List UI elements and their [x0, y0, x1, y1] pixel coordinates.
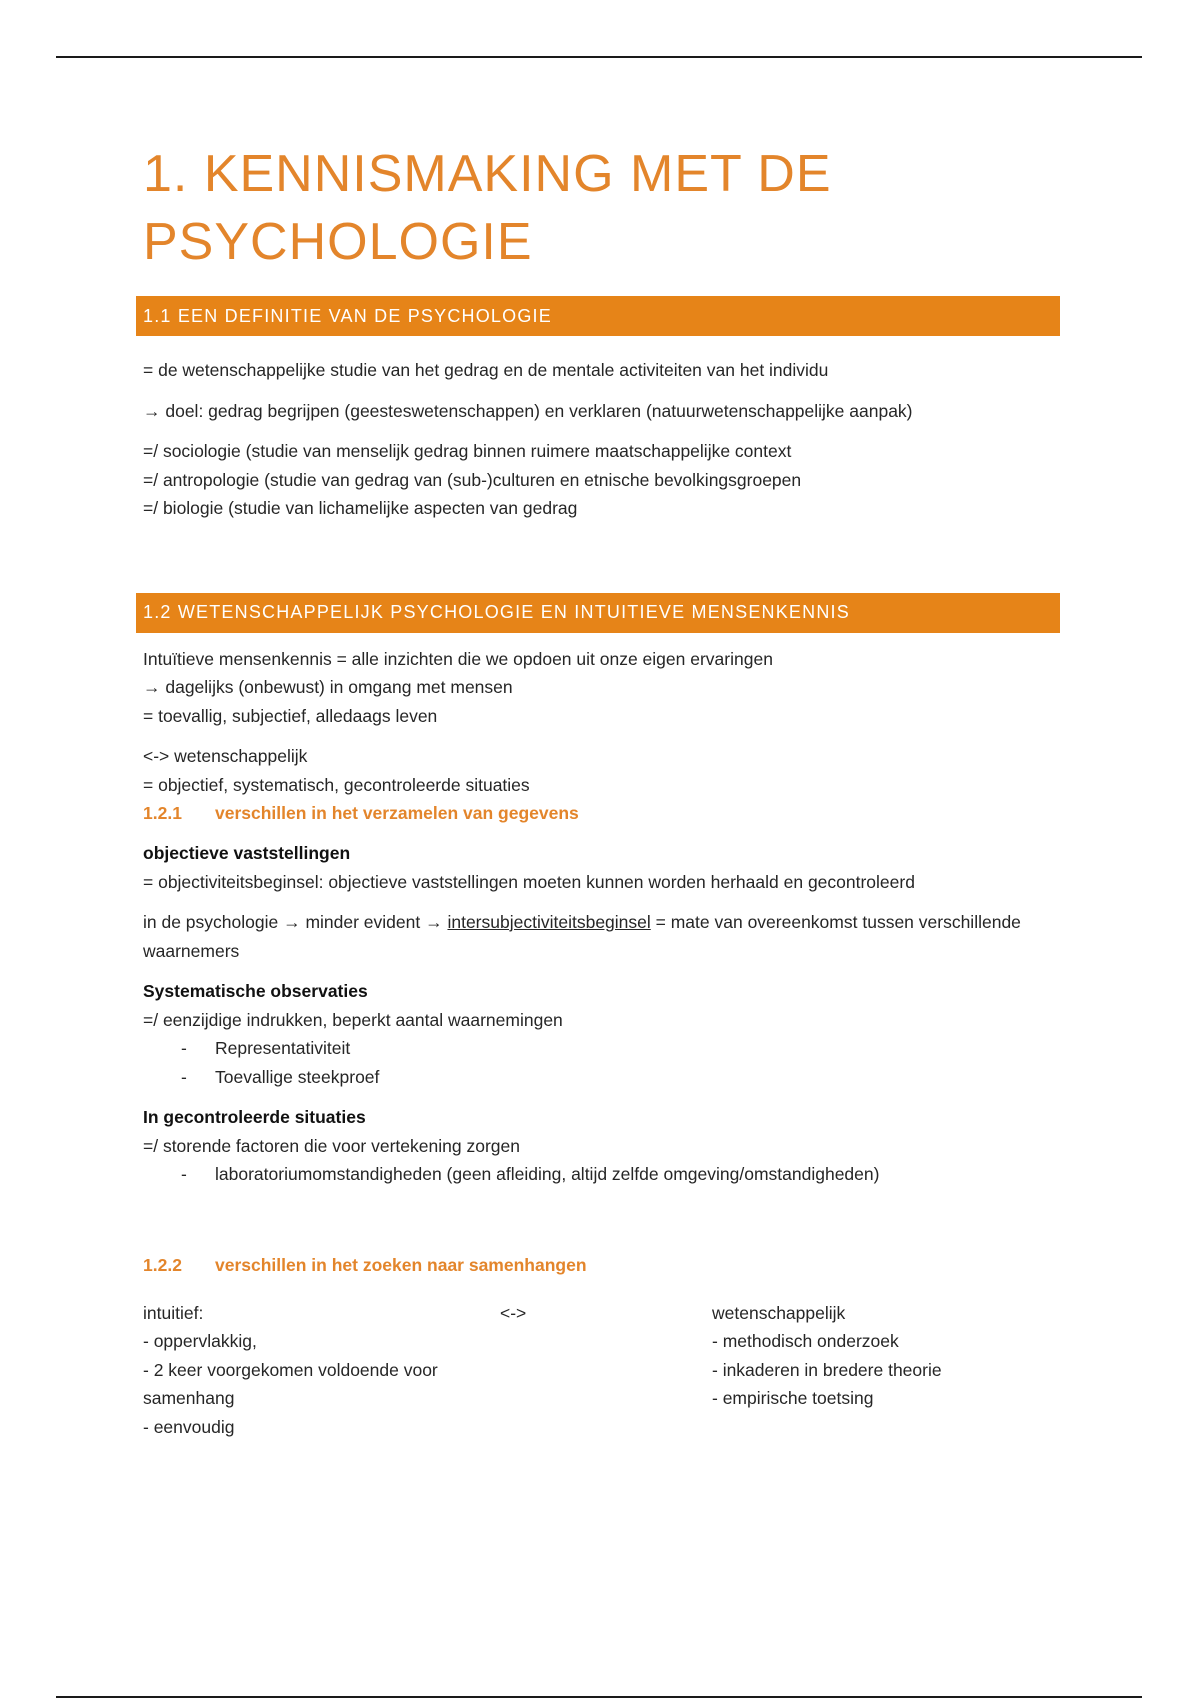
- systematic-list: [143, 1034, 1063, 1091]
- systematic-heading: Systematische observaties: [143, 981, 368, 1001]
- contrast-antropologie: =/ antropologie (studie van gedrag van (sub-)culturen en etnische bevolkingsgroepen: [143, 469, 802, 490]
- dash-marker: -: [181, 1038, 187, 1058]
- column-line: - oppervlakkig,: [143, 1331, 257, 1351]
- contrast-list: [143, 437, 1063, 523]
- intersubjectivity-term: intersubjectiviteitsbeginsel: [447, 912, 651, 932]
- goal-text: → doel: gedrag begrijpen (geesteswetenschappen) en verklaren (natuurwetenschappelijke aanpak): [143, 400, 913, 421]
- document-body: [143, 140, 1063, 1441]
- subsection-number: 1.2.1: [143, 803, 182, 823]
- list-item-text: laboratoriumomstandigheden (geen afleiding, altijd zelfde omgeving/omstandigheden): [215, 1164, 880, 1184]
- section-heading-label: 1.2 WETENSCHAPPELIJK PSYCHOLOGIE EN INTUITIEVE MENSENKENNIS: [143, 602, 850, 622]
- subsection-title: verschillen in het verzamelen van gegevens: [215, 803, 579, 823]
- column-line: - 2 keer voorgekomen voldoende voor samenhang: [143, 1359, 438, 1408]
- dash-marker: -: [181, 1066, 187, 1087]
- psychology-text-after: = mate van overeenkomst tussen verschillende waarnemers: [143, 912, 1021, 961]
- objective-heading: objectieve vaststellingen: [143, 843, 351, 863]
- list-item: [143, 1160, 1063, 1189]
- subsection-heading-1-2-2: [143, 1251, 1063, 1279]
- section-heading-1-2: [136, 593, 1060, 633]
- objective-text: = objectiviteitsbeginsel: objectieve vaststellingen moeten kunnen worden herhaald en gecontroleerd: [143, 871, 915, 892]
- subsection-title: verschillen in het zoeken naar samenhangen: [215, 1254, 587, 1275]
- section-heading-1-1: [136, 296, 1060, 336]
- intuitive-line: Intuïtieve mensenkennis = alle inzichten die we opdoen uit onze eigen ervaringen: [143, 648, 773, 669]
- controlled-text: =/ storende factoren die voor vertekening zorgen: [143, 1135, 520, 1156]
- contrast-sociologie: =/ sociologie (studie van menselijk gedrag binnen ruimere maatschappelijke context: [143, 441, 792, 461]
- list-item: [143, 1063, 1063, 1092]
- psychology-text-before: in de psychologie → minder evident →: [143, 912, 448, 932]
- versus-symbol: <->: [500, 1302, 527, 1323]
- contrast-biologie: =/ biologie (studie van lichamelijke aspecten van gedrag: [143, 498, 578, 518]
- intuitive-line: = toevallig, subjectief, alledaags leven: [143, 705, 438, 726]
- list-item-text: Toevallige steekproef: [215, 1066, 380, 1087]
- column-line: intuitief:: [143, 1302, 204, 1323]
- column-line: - eenvoudig: [143, 1416, 235, 1437]
- scientific-line: <-> wetenschappelijk: [143, 746, 308, 766]
- column-line: - empirische toetsing: [712, 1388, 874, 1408]
- intuitive-block: [143, 645, 1063, 731]
- footer-rule: [56, 1696, 1142, 1698]
- header-rule: [56, 56, 1142, 58]
- list-item-text: Representativiteit: [215, 1038, 351, 1058]
- controlled-list: [143, 1160, 1063, 1189]
- column-line: wetenschappelijk: [712, 1302, 846, 1323]
- section-heading-label: 1.1 EEN DEFINITIE VAN DE PSYCHOLOGIE: [143, 305, 552, 326]
- systematic-text: =/ eenzijdige indrukken, beperkt aantal waarnemingen: [143, 1009, 563, 1030]
- page-title: 1. KENNISMAKING MET DE PSYCHOLOGIE: [143, 145, 832, 271]
- versus-column: [500, 1299, 712, 1442]
- intuitive-column: [143, 1299, 500, 1442]
- subsection-number: 1.2.2: [143, 1254, 182, 1275]
- subsection-heading-1-2-1: [143, 799, 1063, 827]
- definition-text: = de wetenschappelijke studie van het gedrag en de mentale activiteiten van het individu: [143, 360, 829, 380]
- column-line: - inkaderen in bredere theorie: [712, 1359, 942, 1380]
- scientific-column: [712, 1299, 1063, 1442]
- scientific-block: [143, 742, 1063, 799]
- psychology-paragraph: [143, 908, 1063, 965]
- controlled-heading: In gecontroleerde situaties: [143, 1107, 366, 1127]
- list-item: [143, 1034, 1063, 1063]
- comparison-columns: [143, 1299, 1063, 1442]
- intuitive-line: → dagelijks (onbewust) in omgang met mensen: [143, 677, 513, 697]
- scientific-line: = objectief, systematisch, gecontroleerde situaties: [143, 774, 530, 795]
- column-line: - methodisch onderzoek: [712, 1331, 899, 1351]
- dash-marker: -: [181, 1164, 187, 1184]
